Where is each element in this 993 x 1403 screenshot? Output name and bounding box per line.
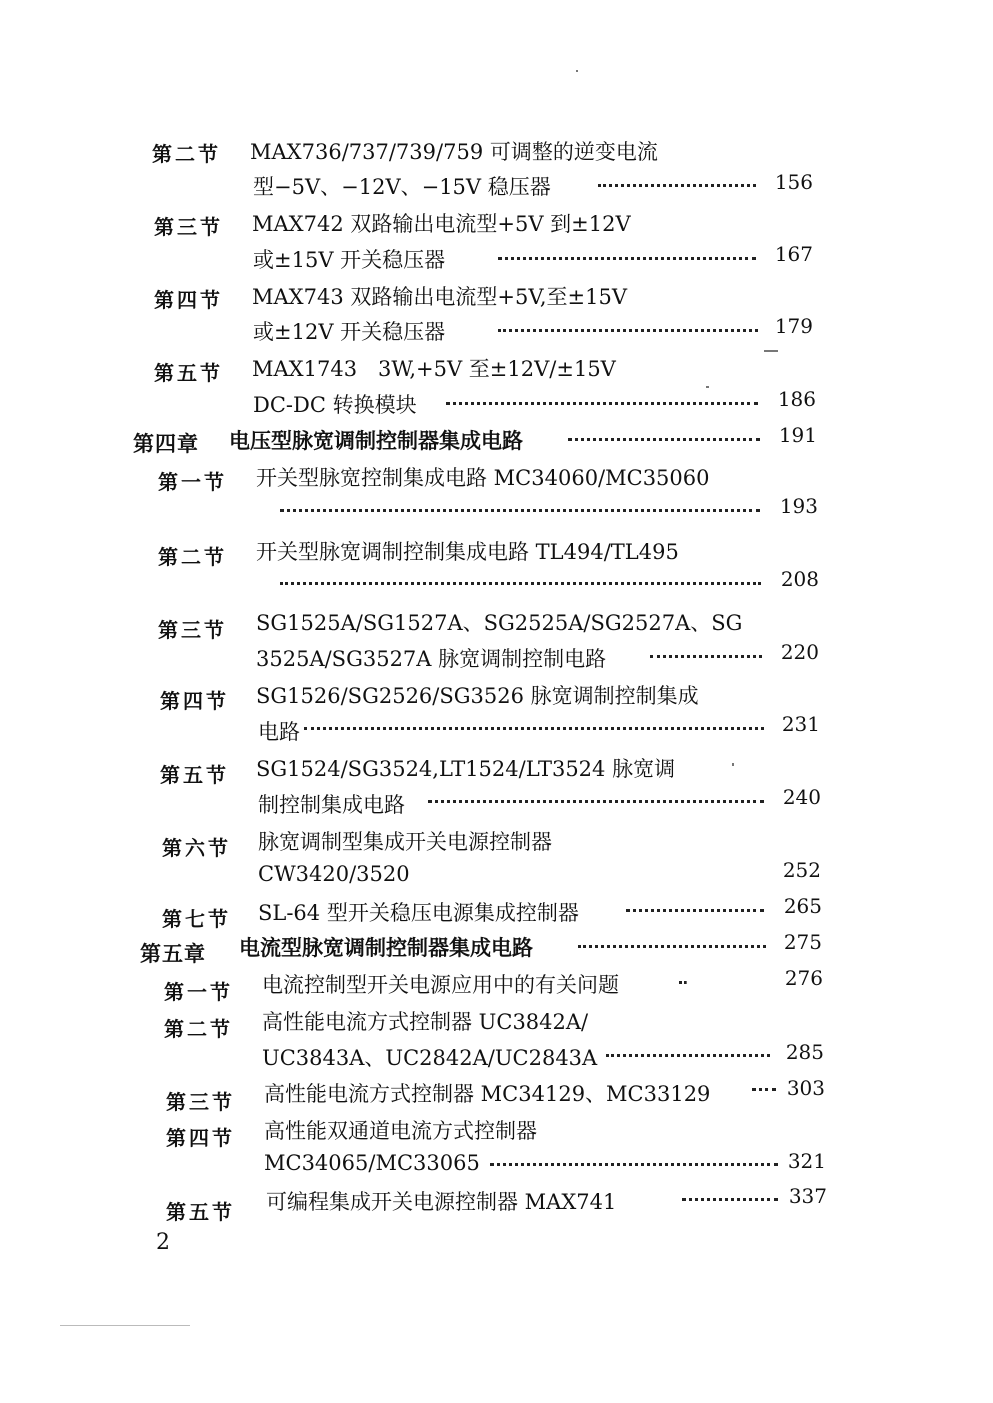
dot-leader — [650, 652, 762, 658]
chapter-label: 第五章 — [140, 941, 206, 966]
dot-leader — [679, 978, 687, 984]
chapter-title: 电压型脉宽调制控制器集成电路 — [229, 428, 523, 453]
dot-leader — [606, 1051, 770, 1057]
page-ref: 179 — [774, 314, 813, 338]
dot-leader — [682, 1195, 778, 1201]
section-label: 第二节 — [164, 1017, 233, 1041]
entry-title-line: 制控制集成电路 — [258, 793, 405, 817]
entry-title-line: 3525A/SG3527A 脉宽调制控制电路 — [256, 647, 607, 671]
entry-title-line: 高性能电流方式控制器 UC3842A/ — [262, 1010, 589, 1034]
entry-title-line: 电路 — [258, 720, 300, 744]
dot-leader — [498, 326, 758, 332]
page-ref: 303 — [786, 1076, 825, 1100]
entry-title-line: UC3843A、UC2842A/UC2843A — [262, 1046, 598, 1070]
entry-title-line: MAX742 双路输出电流型+5V 到±12V — [252, 212, 631, 236]
dot-leader — [490, 1160, 778, 1166]
section-label: 第一节 — [158, 470, 227, 494]
page-ref: 240 — [782, 785, 821, 809]
entry-title-line: MAX1743 3W,+5V 至±12V/±15V — [252, 357, 616, 381]
page-ref: 193 — [779, 494, 818, 518]
dot-leader — [578, 942, 766, 948]
section-label: 第六节 — [162, 836, 231, 860]
dot-leader — [428, 797, 764, 803]
entry-title-line: 开关型脉宽控制集成电路 MC34060/MC35060 — [256, 466, 710, 490]
scan-speck — [764, 350, 778, 352]
page-ref: 167 — [774, 242, 813, 266]
entry-title-line: MAX743 双路输出电流型+5V,至±15V — [252, 285, 627, 309]
entry-title-line: SG1525A/SG1527A、SG2525A/SG2527A、SG — [256, 611, 743, 635]
page-ref: 265 — [783, 894, 822, 918]
section-label: 第三节 — [158, 618, 227, 642]
section-label: 第三节 — [166, 1090, 235, 1114]
entry-title-line: 脉宽调制型集成开关电源控制器 — [258, 830, 552, 854]
dot-leader — [280, 506, 760, 512]
section-label: 第五节 — [166, 1200, 235, 1224]
page-ref: 208 — [780, 567, 819, 591]
chapter-label: 第四章 — [133, 431, 199, 456]
chapter-title: 电流型脉宽调制控制器集成电路 — [239, 935, 533, 960]
page-ref: 275 — [783, 930, 822, 954]
entry-title-line: 或±15V 开关稳压器 — [253, 248, 446, 272]
entry-title-line: 电流控制型开关电源应用中的有关问题 — [262, 973, 619, 997]
page-ref: 285 — [785, 1040, 824, 1064]
entry-title-line: SG1526/SG2526/SG3526 脉宽调制控制集成 — [256, 684, 699, 708]
scan-speck — [706, 386, 709, 388]
page-ref: 321 — [787, 1149, 826, 1173]
dot-leader — [498, 254, 756, 260]
section-label: 第一节 — [164, 980, 233, 1004]
page-ref: 220 — [780, 640, 819, 664]
section-label: 第七节 — [162, 907, 231, 931]
page-ref: 276 — [784, 966, 823, 990]
section-label: 第二节 — [152, 142, 221, 166]
dot-leader — [598, 181, 756, 187]
entry-title-line: CW3420/3520 — [258, 862, 410, 886]
page-ref: 252 — [782, 858, 821, 882]
entry-title-line: MC34065/MC33065 — [264, 1151, 480, 1175]
section-label: 第二节 — [158, 545, 227, 569]
page-ref: 191 — [778, 423, 817, 447]
dot-leader — [626, 906, 764, 912]
section-label: 第四节 — [166, 1126, 235, 1150]
section-label: 第五节 — [154, 361, 223, 385]
entry-title-line: 开关型脉宽调制控制集成电路 TL494/TL495 — [256, 540, 679, 564]
entry-title-line: SG1524/SG3524,LT1524/LT3524 脉宽调 — [256, 757, 676, 781]
dot-leader — [446, 399, 758, 405]
section-label: 第三节 — [154, 215, 223, 239]
section-label: 第四节 — [160, 689, 229, 713]
entry-title-line: 高性能双通道电流方式控制器 — [264, 1119, 537, 1143]
section-label: 第四节 — [154, 288, 223, 312]
page-ref: 337 — [788, 1184, 827, 1208]
scan-speck — [576, 70, 578, 72]
scan-speck — [60, 1325, 190, 1326]
page-ref: 231 — [781, 712, 820, 736]
entry-title-line: DC-DC 转换模块 — [253, 393, 417, 417]
page-ref: 186 — [777, 387, 816, 411]
entry-title-line: 高性能电流方式控制器 MC34129、MC33129 — [264, 1082, 711, 1106]
entry-title-line: 可编程集成开关电源控制器 MAX741 — [266, 1190, 617, 1214]
dot-leader — [568, 435, 760, 441]
scan-speck — [732, 763, 734, 766]
dot-leader — [304, 724, 764, 730]
entry-title-line: 或±12V 开关稳压器 — [253, 320, 446, 344]
section-label: 第五节 — [160, 763, 229, 787]
page-number: 2 — [156, 1230, 170, 1255]
page-ref: 156 — [774, 170, 813, 194]
dot-leader — [280, 579, 761, 585]
entry-title-line: SL-64 型开关稳压电源集成控制器 — [258, 901, 579, 925]
entry-title-line: 型−5V、−12V、−15V 稳压器 — [253, 175, 551, 199]
entry-title-line: MAX736/737/739/759 可调整的逆变电流 — [250, 140, 658, 164]
